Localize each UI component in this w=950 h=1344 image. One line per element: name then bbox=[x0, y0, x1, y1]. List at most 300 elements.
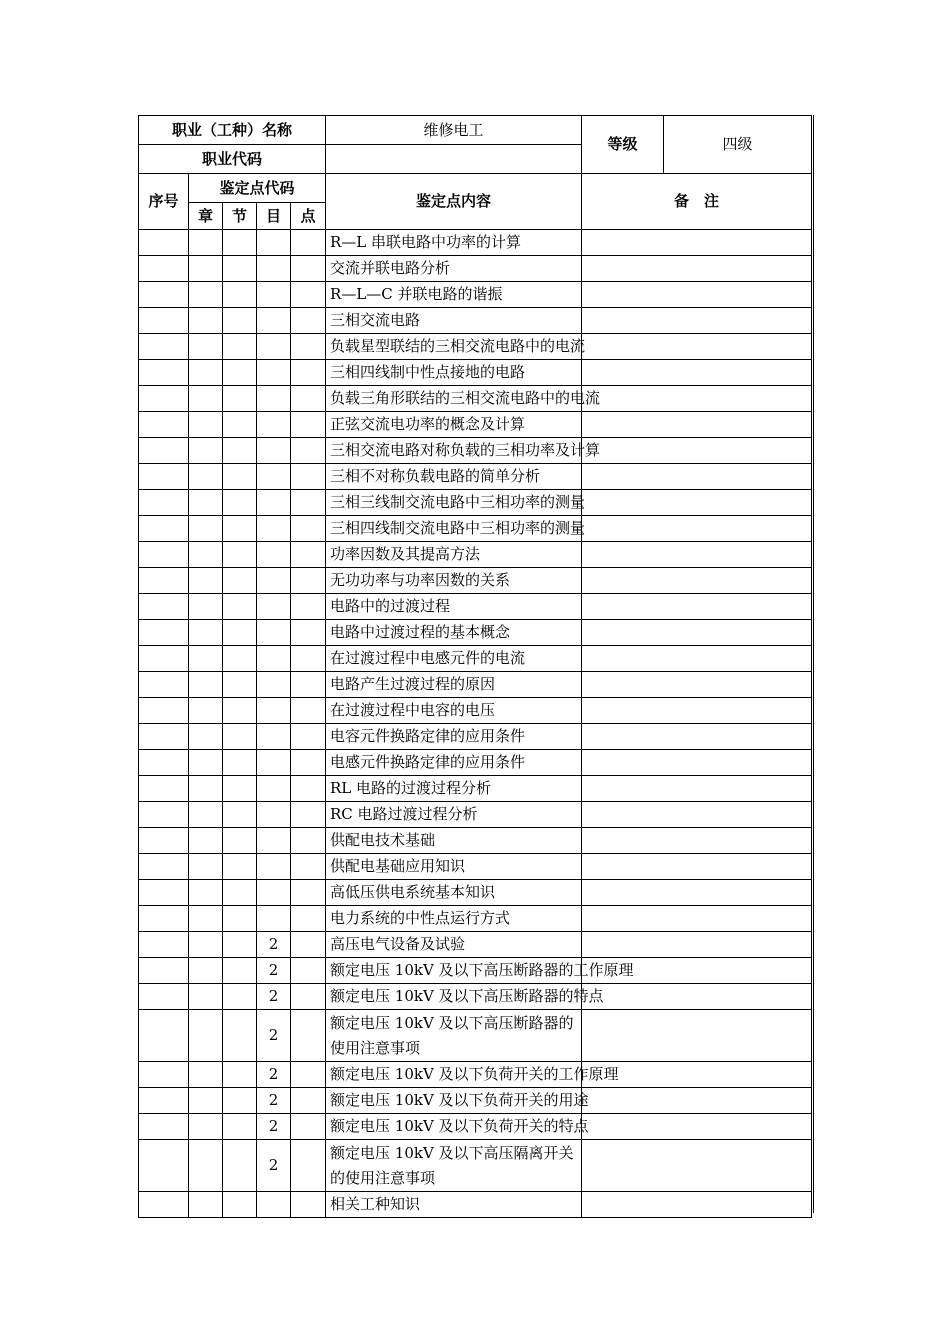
note-cell bbox=[582, 724, 812, 750]
note-cell bbox=[582, 698, 812, 724]
chapter-cell bbox=[189, 490, 223, 516]
note-cell bbox=[582, 256, 812, 282]
point-cell bbox=[291, 1140, 326, 1192]
content-cell: 三相四线制交流电路中三相功率的测量 bbox=[326, 516, 582, 542]
point-cell bbox=[291, 334, 326, 360]
seq-cell bbox=[139, 984, 189, 1010]
chapter-cell bbox=[189, 1062, 223, 1088]
seq-cell bbox=[139, 568, 189, 594]
item-cell bbox=[257, 568, 291, 594]
assessment-table bbox=[138, 115, 812, 1218]
section-cell bbox=[223, 906, 257, 932]
chapter-cell bbox=[189, 412, 223, 438]
item-cell bbox=[257, 828, 291, 854]
chapter-cell bbox=[189, 438, 223, 464]
note-cell bbox=[582, 1010, 812, 1062]
table-row bbox=[139, 282, 812, 308]
section-cell bbox=[223, 308, 257, 334]
seq-cell bbox=[139, 1062, 189, 1088]
chapter-cell bbox=[189, 230, 223, 256]
note-cell bbox=[582, 386, 812, 412]
point-cell bbox=[291, 516, 326, 542]
note-cell bbox=[582, 880, 812, 906]
item-cell: 2 bbox=[257, 932, 291, 958]
table-row bbox=[139, 1114, 812, 1140]
section-cell bbox=[223, 854, 257, 880]
content-cell: R—L—C 并联电路的谐振 bbox=[326, 282, 582, 308]
seq-cell bbox=[139, 906, 189, 932]
section-cell bbox=[223, 438, 257, 464]
seq-cell bbox=[139, 880, 189, 906]
point-cell bbox=[291, 906, 326, 932]
chapter-cell bbox=[189, 672, 223, 698]
content-cell: 三相交流电路 bbox=[326, 308, 582, 334]
point-cell bbox=[291, 542, 326, 568]
item-cell bbox=[257, 854, 291, 880]
point-cell bbox=[291, 958, 326, 984]
table-row bbox=[139, 594, 812, 620]
section-cell bbox=[223, 230, 257, 256]
chapter-cell bbox=[189, 1114, 223, 1140]
item-cell bbox=[257, 386, 291, 412]
item-cell: 2 bbox=[257, 1062, 291, 1088]
table-row bbox=[139, 906, 812, 932]
point-cell bbox=[291, 802, 326, 828]
table-row bbox=[139, 750, 812, 776]
point-cell bbox=[291, 854, 326, 880]
seq-cell bbox=[139, 1010, 189, 1062]
section-cell bbox=[223, 282, 257, 308]
seq-cell bbox=[139, 412, 189, 438]
content-cell: 三相三线制交流电路中三相功率的测量 bbox=[326, 490, 582, 516]
table-row bbox=[139, 334, 812, 360]
content-cell: 额定电压 10kV 及以下高压断路器的使用注意事项 bbox=[326, 1010, 582, 1062]
item-cell bbox=[257, 724, 291, 750]
note-cell bbox=[582, 230, 812, 256]
seq-cell bbox=[139, 776, 189, 802]
content-cell: 三相交流电路对称负载的三相功率及计算 bbox=[326, 438, 582, 464]
note-cell bbox=[582, 412, 812, 438]
point-cell bbox=[291, 828, 326, 854]
table-row bbox=[139, 1088, 812, 1114]
item-cell bbox=[257, 256, 291, 282]
code-header: 鉴定点代码 bbox=[189, 174, 326, 203]
item-cell bbox=[257, 282, 291, 308]
point-cell bbox=[291, 932, 326, 958]
chapter-cell bbox=[189, 1140, 223, 1192]
point-cell bbox=[291, 464, 326, 490]
section-cell bbox=[223, 464, 257, 490]
seq-cell bbox=[139, 334, 189, 360]
table-row bbox=[139, 1062, 812, 1088]
seq-cell bbox=[139, 958, 189, 984]
chapter-cell bbox=[189, 360, 223, 386]
item-cell bbox=[257, 412, 291, 438]
chapter-cell bbox=[189, 308, 223, 334]
note-cell bbox=[582, 646, 812, 672]
item-cell bbox=[257, 308, 291, 334]
table-row bbox=[139, 620, 812, 646]
seq-cell bbox=[139, 308, 189, 334]
table-row bbox=[139, 542, 812, 568]
note-cell bbox=[582, 542, 812, 568]
point-cell bbox=[291, 620, 326, 646]
section-cell bbox=[223, 490, 257, 516]
item-cell: 2 bbox=[257, 958, 291, 984]
seq-cell bbox=[139, 750, 189, 776]
section-cell bbox=[223, 750, 257, 776]
item-cell: 2 bbox=[257, 1088, 291, 1114]
chapter-header: 章 bbox=[189, 203, 223, 230]
point-cell bbox=[291, 1062, 326, 1088]
point-cell bbox=[291, 438, 326, 464]
chapter-cell bbox=[189, 1010, 223, 1062]
chapter-cell bbox=[189, 802, 223, 828]
item-cell bbox=[257, 542, 291, 568]
content-header: 鉴定点内容 bbox=[326, 174, 582, 230]
chapter-cell bbox=[189, 282, 223, 308]
content-cell: 负载三角形联结的三相交流电路中的电流 bbox=[326, 386, 582, 412]
item-cell: 2 bbox=[257, 1140, 291, 1192]
header-row-columns bbox=[139, 174, 812, 203]
section-cell bbox=[223, 360, 257, 386]
section-cell bbox=[223, 698, 257, 724]
seq-cell bbox=[139, 1140, 189, 1192]
note-cell bbox=[582, 620, 812, 646]
note-cell bbox=[582, 984, 812, 1010]
section-cell bbox=[223, 880, 257, 906]
table-row bbox=[139, 958, 812, 984]
item-cell bbox=[257, 880, 291, 906]
seq-cell bbox=[139, 516, 189, 542]
occupation-code-value bbox=[326, 145, 582, 174]
item-cell bbox=[257, 334, 291, 360]
table-row bbox=[139, 880, 812, 906]
content-cell: 三相不对称负载电路的简单分析 bbox=[326, 464, 582, 490]
section-cell bbox=[223, 776, 257, 802]
chapter-cell bbox=[189, 620, 223, 646]
occupation-name-value: 维修电工 bbox=[326, 116, 582, 145]
content-cell: 交流并联电路分析 bbox=[326, 256, 582, 282]
content-cell: 电感元件换路定律的应用条件 bbox=[326, 750, 582, 776]
point-cell bbox=[291, 646, 326, 672]
content-cell: 额定电压 10kV 及以下负荷开关的用途 bbox=[326, 1088, 582, 1114]
item-cell bbox=[257, 490, 291, 516]
table-row bbox=[139, 438, 812, 464]
chapter-cell bbox=[189, 984, 223, 1010]
seq-cell bbox=[139, 438, 189, 464]
table-row bbox=[139, 646, 812, 672]
chapter-cell bbox=[189, 594, 223, 620]
seq-cell bbox=[139, 802, 189, 828]
item-header: 目 bbox=[257, 203, 291, 230]
table-row bbox=[139, 854, 812, 880]
item-cell bbox=[257, 594, 291, 620]
content-cell: R—L 串联电路中功率的计算 bbox=[326, 230, 582, 256]
table-row bbox=[139, 490, 812, 516]
item-cell bbox=[257, 1192, 291, 1218]
section-cell bbox=[223, 568, 257, 594]
chapter-cell bbox=[189, 698, 223, 724]
point-header: 点 bbox=[291, 203, 326, 230]
point-cell bbox=[291, 984, 326, 1010]
item-cell bbox=[257, 750, 291, 776]
content-cell: RC 电路过渡过程分析 bbox=[326, 802, 582, 828]
seq-cell bbox=[139, 672, 189, 698]
table-row bbox=[139, 256, 812, 282]
point-cell bbox=[291, 568, 326, 594]
point-cell bbox=[291, 360, 326, 386]
chapter-cell bbox=[189, 1192, 223, 1218]
content-cell: 额定电压 10kV 及以下高压隔离开关的使用注意事项 bbox=[326, 1140, 582, 1192]
point-cell bbox=[291, 1010, 326, 1062]
table-row bbox=[139, 932, 812, 958]
content-cell: RL 电路的过渡过程分析 bbox=[326, 776, 582, 802]
item-cell: 2 bbox=[257, 1114, 291, 1140]
seq-cell bbox=[139, 828, 189, 854]
note-cell bbox=[582, 906, 812, 932]
content-cell: 相关工种知识 bbox=[326, 1192, 582, 1218]
section-cell bbox=[223, 412, 257, 438]
point-cell bbox=[291, 1192, 326, 1218]
note-cell bbox=[582, 490, 812, 516]
seq-cell bbox=[139, 360, 189, 386]
content-cell: 电路中过渡过程的基本概念 bbox=[326, 620, 582, 646]
occupation-code-label: 职业代码 bbox=[139, 145, 326, 174]
seq-cell bbox=[139, 1192, 189, 1218]
item-cell bbox=[257, 698, 291, 724]
table-row bbox=[139, 464, 812, 490]
seq-cell bbox=[139, 1088, 189, 1114]
chapter-cell bbox=[189, 646, 223, 672]
content-cell: 电容元件换路定律的应用条件 bbox=[326, 724, 582, 750]
point-cell bbox=[291, 386, 326, 412]
seq-header: 序号 bbox=[139, 174, 189, 230]
content-cell: 额定电压 10kV 及以下负荷开关的特点 bbox=[326, 1114, 582, 1140]
chapter-cell bbox=[189, 568, 223, 594]
content-cell: 正弦交流电功率的概念及计算 bbox=[326, 412, 582, 438]
item-cell bbox=[257, 672, 291, 698]
note-cell bbox=[582, 594, 812, 620]
table-row bbox=[139, 1192, 812, 1218]
note-cell bbox=[582, 750, 812, 776]
table-row bbox=[139, 360, 812, 386]
section-cell bbox=[223, 672, 257, 698]
point-cell bbox=[291, 750, 326, 776]
point-cell bbox=[291, 490, 326, 516]
chapter-cell bbox=[189, 958, 223, 984]
seq-cell bbox=[139, 724, 189, 750]
note-cell bbox=[582, 308, 812, 334]
table-row bbox=[139, 386, 812, 412]
content-cell: 额定电压 10kV 及以下负荷开关的工作原理 bbox=[326, 1062, 582, 1088]
section-cell bbox=[223, 646, 257, 672]
item-cell bbox=[257, 776, 291, 802]
section-cell bbox=[223, 256, 257, 282]
content-cell: 额定电压 10kV 及以下高压断路器的工作原理 bbox=[326, 958, 582, 984]
section-cell bbox=[223, 1192, 257, 1218]
seq-cell bbox=[139, 490, 189, 516]
seq-cell bbox=[139, 646, 189, 672]
seq-cell bbox=[139, 1114, 189, 1140]
seq-cell bbox=[139, 698, 189, 724]
item-cell bbox=[257, 802, 291, 828]
note-cell bbox=[582, 568, 812, 594]
table-row bbox=[139, 412, 812, 438]
table-row bbox=[139, 672, 812, 698]
content-cell: 在过渡过程中电感元件的电流 bbox=[326, 646, 582, 672]
seq-cell bbox=[139, 594, 189, 620]
section-cell bbox=[223, 724, 257, 750]
table-right-border bbox=[813, 115, 814, 1213]
note-cell bbox=[582, 438, 812, 464]
chapter-cell bbox=[189, 906, 223, 932]
section-cell bbox=[223, 802, 257, 828]
chapter-cell bbox=[189, 724, 223, 750]
chapter-cell bbox=[189, 386, 223, 412]
point-cell bbox=[291, 256, 326, 282]
note-cell bbox=[582, 516, 812, 542]
section-cell bbox=[223, 984, 257, 1010]
item-cell bbox=[257, 464, 291, 490]
section-cell bbox=[223, 516, 257, 542]
chapter-cell bbox=[189, 750, 223, 776]
occupation-name-label: 职业（工种）名称 bbox=[139, 116, 326, 145]
chapter-cell bbox=[189, 516, 223, 542]
content-cell: 三相四线制中性点接地的电路 bbox=[326, 360, 582, 386]
section-cell bbox=[223, 542, 257, 568]
note-cell bbox=[582, 360, 812, 386]
point-cell bbox=[291, 724, 326, 750]
seq-cell bbox=[139, 464, 189, 490]
note-cell bbox=[582, 464, 812, 490]
seq-cell bbox=[139, 256, 189, 282]
section-header: 节 bbox=[223, 203, 257, 230]
content-cell: 供配电技术基础 bbox=[326, 828, 582, 854]
note-cell bbox=[582, 334, 812, 360]
content-cell: 在过渡过程中电容的电压 bbox=[326, 698, 582, 724]
item-cell bbox=[257, 230, 291, 256]
assessment-sheet bbox=[138, 115, 812, 1218]
seq-cell bbox=[139, 282, 189, 308]
section-cell bbox=[223, 620, 257, 646]
table-row bbox=[139, 724, 812, 750]
section-cell bbox=[223, 1010, 257, 1062]
grade-value: 四级 bbox=[664, 116, 812, 174]
content-cell: 负载星型联结的三相交流电路中的电流 bbox=[326, 334, 582, 360]
note-cell bbox=[582, 854, 812, 880]
point-cell bbox=[291, 308, 326, 334]
grade-label: 等级 bbox=[582, 116, 664, 174]
section-cell bbox=[223, 1062, 257, 1088]
item-cell bbox=[257, 360, 291, 386]
content-cell: 电路产生过渡过程的原因 bbox=[326, 672, 582, 698]
note-cell bbox=[582, 932, 812, 958]
chapter-cell bbox=[189, 256, 223, 282]
section-cell bbox=[223, 334, 257, 360]
point-cell bbox=[291, 230, 326, 256]
chapter-cell bbox=[189, 880, 223, 906]
header-row-occupation bbox=[139, 116, 812, 145]
section-cell bbox=[223, 1140, 257, 1192]
note-cell bbox=[582, 672, 812, 698]
seq-cell bbox=[139, 542, 189, 568]
content-cell: 供配电基础应用知识 bbox=[326, 854, 582, 880]
table-row bbox=[139, 776, 812, 802]
item-cell bbox=[257, 438, 291, 464]
point-cell bbox=[291, 594, 326, 620]
seq-cell bbox=[139, 386, 189, 412]
table-row bbox=[139, 308, 812, 334]
content-cell: 高压电气设备及试验 bbox=[326, 932, 582, 958]
note-cell bbox=[582, 1114, 812, 1140]
section-cell bbox=[223, 932, 257, 958]
content-cell: 电力系统的中性点运行方式 bbox=[326, 906, 582, 932]
note-cell bbox=[582, 828, 812, 854]
note-cell bbox=[582, 1088, 812, 1114]
note-cell bbox=[582, 1192, 812, 1218]
item-cell bbox=[257, 516, 291, 542]
section-cell bbox=[223, 386, 257, 412]
content-cell: 高低压供电系统基本知识 bbox=[326, 880, 582, 906]
table-row bbox=[139, 698, 812, 724]
section-cell bbox=[223, 1088, 257, 1114]
table-row bbox=[139, 802, 812, 828]
section-cell bbox=[223, 594, 257, 620]
point-cell bbox=[291, 880, 326, 906]
point-cell bbox=[291, 1088, 326, 1114]
chapter-cell bbox=[189, 1088, 223, 1114]
chapter-cell bbox=[189, 542, 223, 568]
content-cell: 额定电压 10kV 及以下高压断路器的特点 bbox=[326, 984, 582, 1010]
chapter-cell bbox=[189, 854, 223, 880]
point-cell bbox=[291, 1114, 326, 1140]
item-cell: 2 bbox=[257, 1010, 291, 1062]
item-cell bbox=[257, 906, 291, 932]
table-row bbox=[139, 1140, 812, 1192]
chapter-cell bbox=[189, 828, 223, 854]
note-cell bbox=[582, 282, 812, 308]
note-cell bbox=[582, 776, 812, 802]
chapter-cell bbox=[189, 464, 223, 490]
point-cell bbox=[291, 282, 326, 308]
content-cell: 功率因数及其提高方法 bbox=[326, 542, 582, 568]
table-row bbox=[139, 984, 812, 1010]
note-cell bbox=[582, 1140, 812, 1192]
point-cell bbox=[291, 776, 326, 802]
point-cell bbox=[291, 698, 326, 724]
table-row bbox=[139, 828, 812, 854]
item-cell: 2 bbox=[257, 984, 291, 1010]
seq-cell bbox=[139, 854, 189, 880]
table-row bbox=[139, 230, 812, 256]
chapter-cell bbox=[189, 932, 223, 958]
section-cell bbox=[223, 1114, 257, 1140]
point-cell bbox=[291, 672, 326, 698]
chapter-cell bbox=[189, 334, 223, 360]
table-row bbox=[139, 1010, 812, 1062]
seq-cell bbox=[139, 932, 189, 958]
seq-cell bbox=[139, 620, 189, 646]
note-header: 备 注 bbox=[582, 174, 812, 230]
content-cell: 无功功率与功率因数的关系 bbox=[326, 568, 582, 594]
seq-cell bbox=[139, 230, 189, 256]
note-cell bbox=[582, 802, 812, 828]
item-cell bbox=[257, 620, 291, 646]
table-row bbox=[139, 516, 812, 542]
point-cell bbox=[291, 412, 326, 438]
section-cell bbox=[223, 828, 257, 854]
